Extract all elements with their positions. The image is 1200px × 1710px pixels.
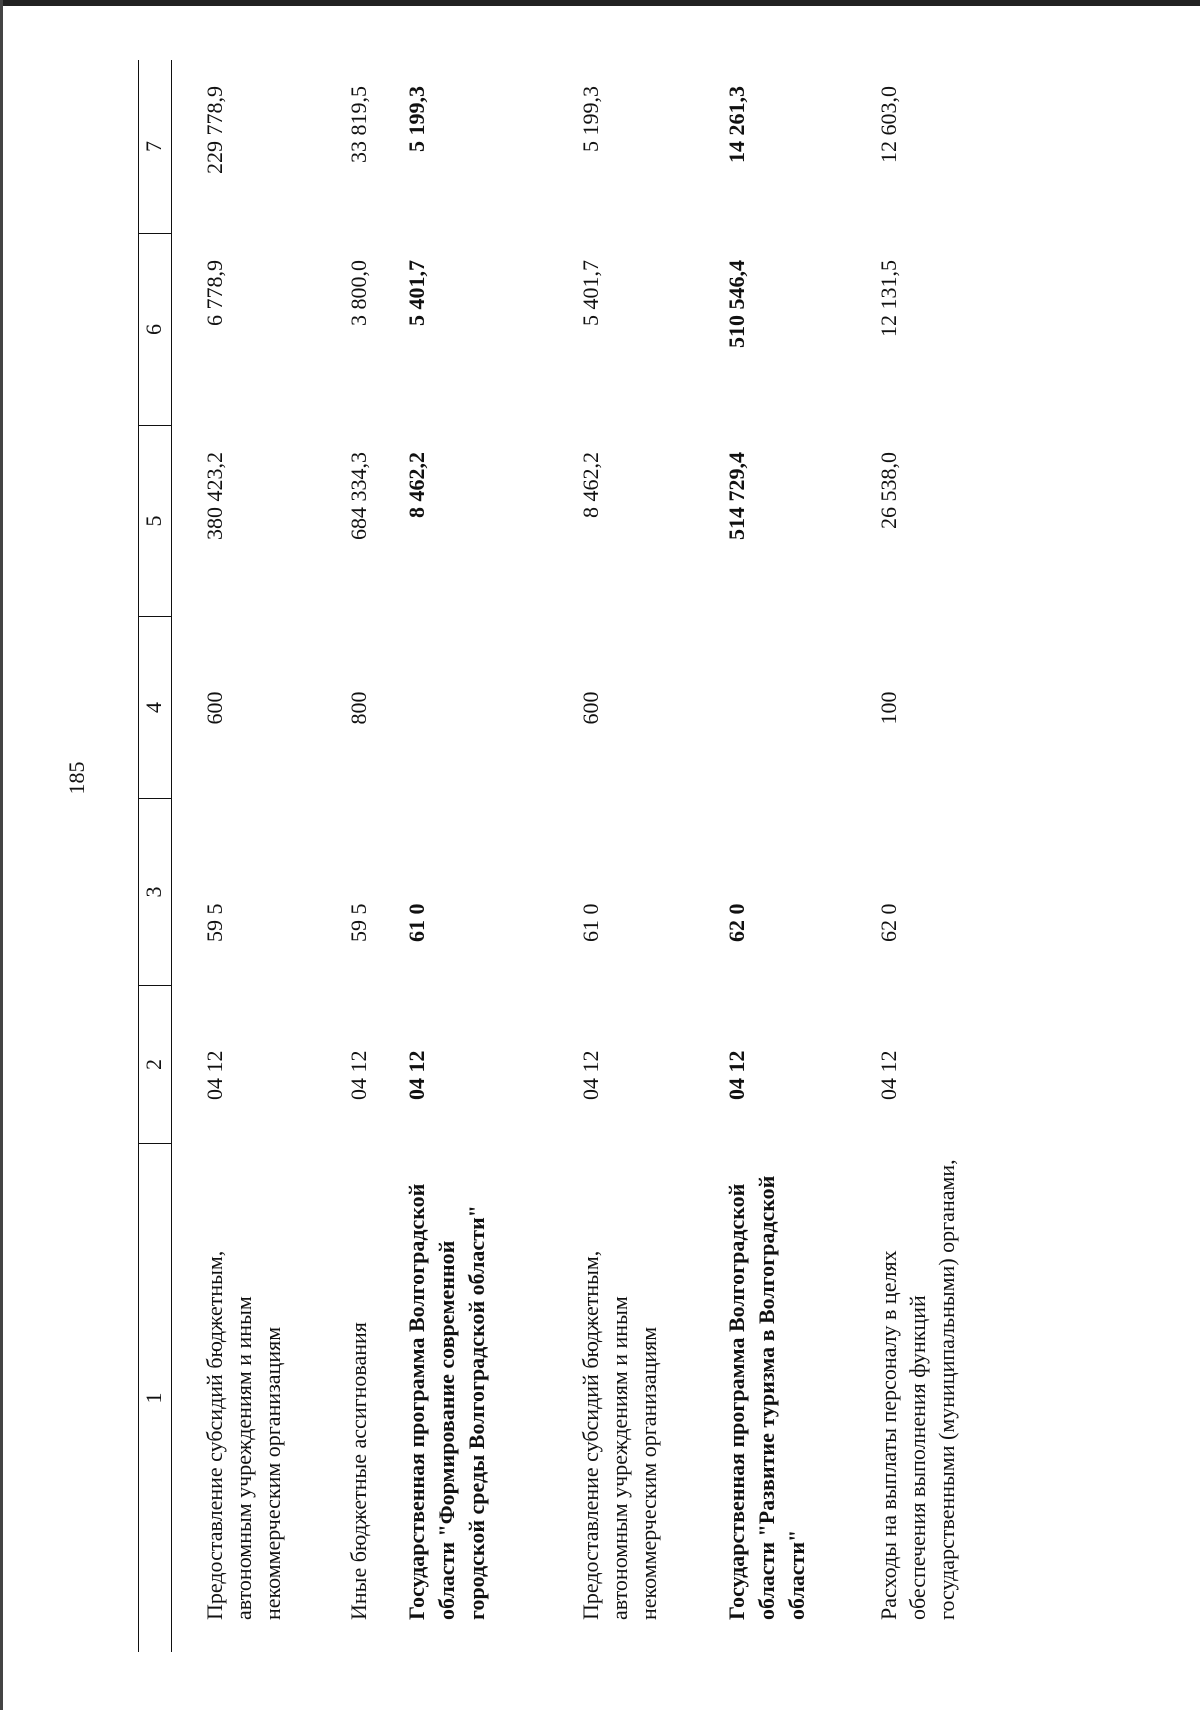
row-name: Предоставление субсидий бюджетным, автономным учреждениям и иным некоммерческим организациям — [202, 1250, 285, 1620]
header-col-6: 6 — [139, 234, 171, 426]
row-amount-col5: 8 462,2 — [578, 452, 603, 518]
table-row — [722, 60, 842, 1652]
row-target: 61 0 — [404, 903, 429, 942]
row-expense-type — [722, 617, 842, 799]
row-amount-col7: 12 603,0 — [876, 86, 901, 163]
table-row — [576, 60, 692, 1652]
row-section: 04 12 — [202, 1050, 227, 1100]
budget-table — [138, 60, 1178, 1652]
row-section: 04 12 — [404, 1050, 429, 1100]
row-amount-col6: 5 401,7 — [404, 260, 429, 326]
row-expense-type: 100 — [876, 691, 901, 725]
row-amount-col7: 229 778,9 — [202, 86, 227, 174]
row-name: Государственная программа Волгоградской области "Формирование современной городской среды Волгоградской области" — [404, 1183, 489, 1620]
header-col-4: 4 — [139, 617, 171, 799]
row-section: 04 12 — [578, 1050, 603, 1100]
row-expense-type: 600 — [202, 691, 227, 725]
scan-left-edge — [0, 0, 3, 1710]
row-section: 04 12 — [876, 1050, 901, 1100]
row-section: 04 12 — [724, 1050, 749, 1100]
header-col-5: 5 — [139, 426, 171, 617]
row-expense-type: 600 — [578, 691, 603, 725]
table-header-row — [138, 60, 172, 1652]
row-amount-col5: 8 462,2 — [404, 452, 429, 518]
row-name: Расходы на выплаты персоналу в целях обеспечения выполнения функций государственными (муниципальными) органами, — [876, 1159, 959, 1620]
header-col-7: 7 — [139, 60, 171, 234]
row-name: Предоставление субсидий бюджетным, автономным учреждениям и иным некоммерческим организациям — [578, 1250, 661, 1620]
table-row — [200, 60, 316, 1652]
header-col-1: 1 — [141, 1392, 166, 1404]
row-amount-col7: 33 819,5 — [346, 86, 371, 163]
row-name: Государственная программа Волгоградской области "Развитие туризма в Волгоградской области" — [724, 1175, 809, 1620]
row-amount-col7: 5 199,3 — [404, 86, 429, 152]
row-name: Иные бюджетные ассигнования — [346, 1322, 371, 1620]
row-amount-col5: 26 538,0 — [876, 452, 901, 529]
row-target: 62 0 — [876, 903, 901, 942]
row-amount-col7: 14 261,3 — [724, 86, 749, 163]
row-amount-col6: 12 131,5 — [876, 260, 901, 337]
row-expense-type: 800 — [346, 691, 371, 725]
table-row — [874, 60, 994, 1652]
page-number: 185 — [64, 761, 89, 795]
row-section: 04 12 — [346, 1050, 371, 1100]
row-amount-col5: 514 729,4 — [724, 452, 749, 540]
header-col-3: 3 — [139, 799, 171, 986]
row-target: 59 5 — [346, 903, 371, 942]
row-amount-col6: 5 401,7 — [578, 260, 603, 326]
row-expense-type — [402, 617, 546, 799]
table-row — [344, 60, 384, 1652]
row-target: 59 5 — [202, 903, 227, 942]
row-target: 62 0 — [724, 903, 749, 942]
row-amount-col6: 510 546,4 — [724, 260, 749, 348]
row-amount-col6: 3 800,0 — [346, 260, 371, 326]
row-amount-col5: 684 334,3 — [346, 452, 371, 540]
row-amount-col6: 6 778,9 — [202, 260, 227, 326]
table-row — [402, 60, 546, 1652]
row-target: 61 0 — [578, 903, 603, 942]
scan-top-edge — [0, 0, 1200, 6]
header-col-2: 2 — [139, 986, 171, 1144]
row-amount-col5: 380 423,2 — [202, 452, 227, 540]
row-amount-col7: 5 199,3 — [578, 86, 603, 152]
